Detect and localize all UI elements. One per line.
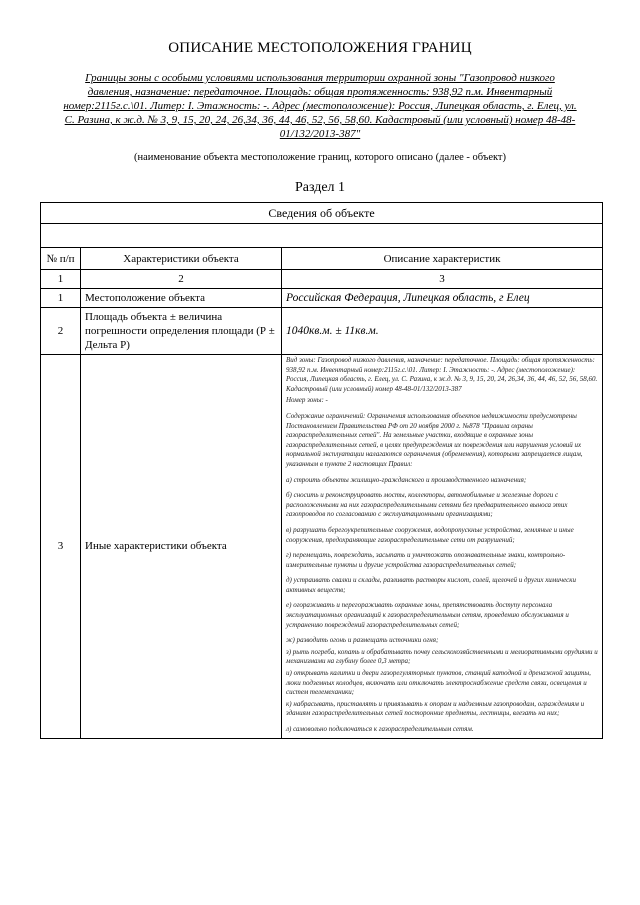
row-num: 3 bbox=[41, 355, 81, 739]
col-num-index: 1 bbox=[41, 270, 81, 289]
col-description-index: 3 bbox=[282, 270, 603, 289]
table-row bbox=[41, 289, 603, 308]
description-paragraph: а) строить объекты жилищно-гражданского и производственного назначения; bbox=[286, 475, 527, 484]
row-description: Российская Федерация, Липецкая область, г Елец bbox=[282, 289, 603, 308]
description-paragraph: к) набрасывать, приставлять и привязывать к опорам и надземным газопроводам, ограждениям и зданиям газораспределительных сетей посторонние предметы, лестницы, влезать на них; bbox=[286, 699, 585, 718]
col-characteristic-index: 2 bbox=[81, 270, 282, 289]
row-num: 1 bbox=[41, 289, 81, 308]
description-paragraph: е) огораживать и перегораживать охранные зоны, препятствовать доступу персонала эксплуатационных организаций к газораспределительным сетям, проведению обслуживания и устранению повреждений газораспределительных сетей; bbox=[286, 601, 569, 629]
col-characteristic-header: Характеристики объекта bbox=[81, 248, 282, 270]
row-description bbox=[282, 355, 603, 739]
table-row bbox=[41, 308, 603, 355]
object-caption: (наименование объекта местоположение границ, которого описано (далее - объект) bbox=[133, 152, 507, 163]
document-title: ОПИСАНИЕ МЕСТОПОЛОЖЕНИЯ ГРАНИЦ bbox=[168, 40, 472, 56]
description-paragraph: г) перемещать, повреждать, засыпать и уничтожать опознавательные знаки, контрольно-измерительные пункты и другие устройства газораспределительных сетей; bbox=[286, 551, 566, 569]
description-paragraph: Вид зоны: Газопровод низкого давления, назначение: передаточное. Площадь: общая протяженность: 938,92 п.м. Инвентарный номер:2115г.с.\01. Литер: I. Этажность: -. Адрес (местоположение): Россия, Липецкая область, г. Елец, ул. С. Разина, к ж.д. № 3, 9, 15, 20, 24, 26,34, 36, 44, 46, 52, 56, 58,60. Кадастровый (или условный) номер 48-48-01/132/2013-387 bbox=[286, 356, 598, 393]
description-paragraph: Содержание ограничений: Ограничения использования объектов недвижимости предусмотрены Постановлением Правительства РФ от 20 ноября 2000 г. №878 "Правила охраны газораспределительных сетей". На земельные участки, входящие в охранные зоны газораспределительных сетей, в целях предупреждения их повреждения или нарушения условий их нормальной эксплуатации налагаются ограничения (обременения), которыми запрещается лицам, указанным в пункте 2 настоящих Правил: bbox=[286, 411, 583, 468]
table-row bbox=[41, 355, 603, 739]
row-num: 2 bbox=[41, 308, 81, 355]
table-spacer-row bbox=[41, 224, 603, 248]
description-paragraph: Номер зоны: - bbox=[286, 396, 328, 405]
row-characteristic: Площадь объекта ± величина погрешности определения площади (Р ± Дельта Р) bbox=[81, 308, 282, 355]
col-description-header: Описание характеристик bbox=[282, 248, 603, 270]
description-paragraph: з) рыть погреба, копать и обрабатывать почву сельскохозяйственными и мелиоративными орудиями и механизмами на глубину более 0,3 метра; bbox=[286, 647, 598, 666]
description-paragraph: д) устраивать свалки и склады, разливать растворы кислот, солей, щелочей и других химически активных веществ; bbox=[286, 576, 577, 594]
col-num-header: № п/п bbox=[41, 248, 81, 270]
row-characteristic: Местоположение объекта bbox=[81, 289, 282, 308]
row-description: 1040кв.м. ± 11кв.м. bbox=[282, 308, 603, 355]
description-paragraph: б) сносить и реконструировать мосты, коллекторы, автомобильные и железные дороги с расположенными на них газораспределительными сетями без предварительного выноса этих газопроводов по согласованию с эксплуатационными организациями; bbox=[286, 491, 568, 519]
section-title: Раздел 1 bbox=[294, 180, 346, 195]
description-paragraph: ж) разводить огонь и размещать источники огня; bbox=[286, 636, 439, 645]
description-paragraph: в) разрушать берегоукрепительные сооружения, водопропускные устройства, земляные и иные сооружения, предохраняющие газораспределительные сети от разрушений; bbox=[286, 525, 574, 544]
object-info-table bbox=[40, 202, 603, 739]
description-paragraph: л) самовольно подключаться к газораспределительным сетям. bbox=[286, 725, 474, 733]
description-paragraph: и) открывать калитки и двери газорегуляторных пунктов, станций катодной и дренажной защиты, люки подземных колодцев, включать или отключать электроснабжение средств связи, освещения и систем телемеханики; bbox=[286, 669, 591, 697]
row-characteristic: Иные характеристики объекта bbox=[81, 355, 282, 739]
object-description: Границы зоны с особыми условиями использования территории охранной зоны "Газопровод низкого давления, назначение: передаточное. Площадь: общая протяженность: 938,92 п.м. Инвентарный номер:2115г.с.\01. Литер: I. Этажность: -. Адрес (местоположение): Россия, Липецкая область, г. Елец, ул. С. Разина, к ж.д. № 3, 9, 15, 20, 24, 26,34, 36, 44, 46, 52, 56, 58,60. Кадастровый (или условный) номер 48-48-01/132/2013-387" bbox=[63, 72, 577, 140]
table-header-title: Сведения об объекте bbox=[41, 203, 603, 224]
